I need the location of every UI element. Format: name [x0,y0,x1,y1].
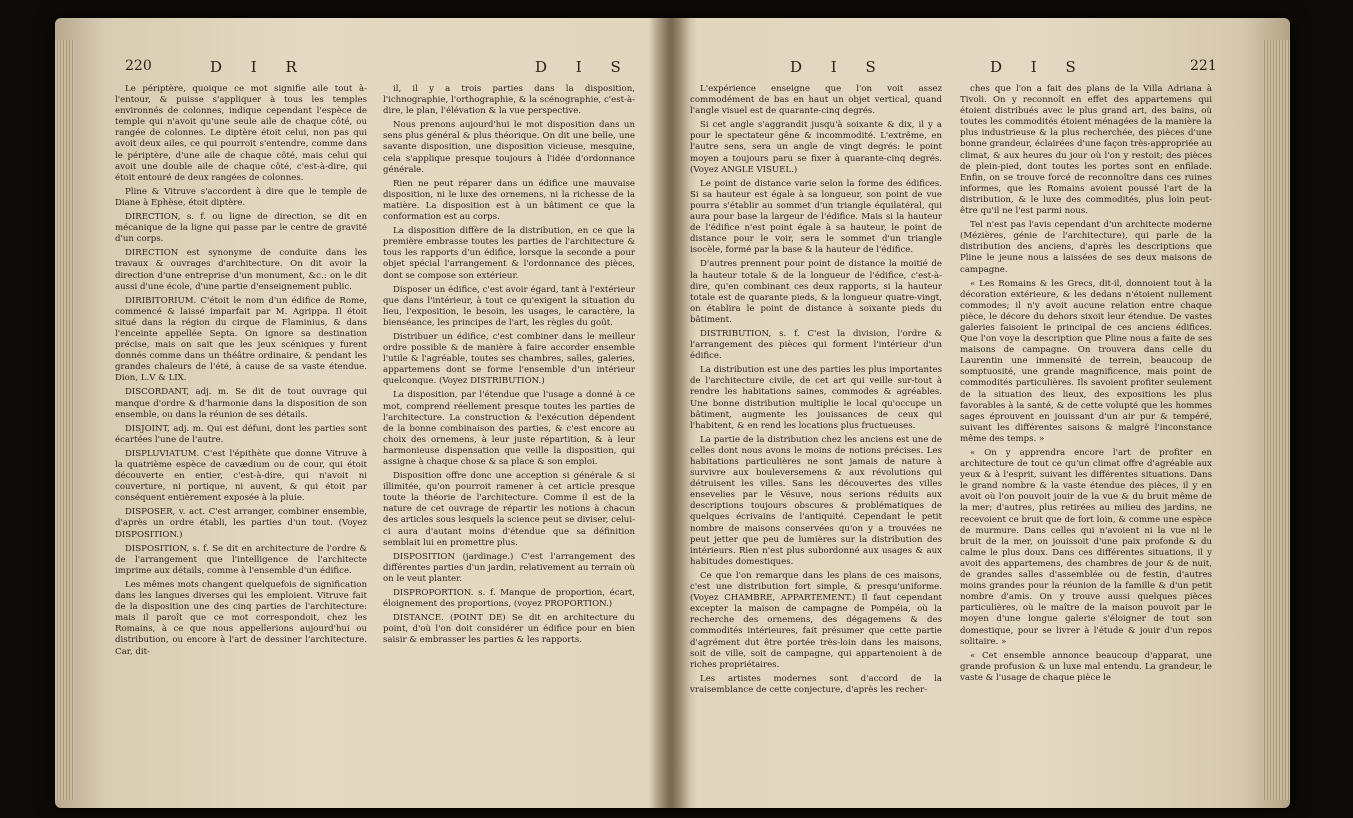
paragraph: La partie de la distribution chez les anciens est une de celles dont nous avons le moins de notions précises. Les habitations particulières ne sont jamais de nature à survivre aux bouleversemens & aux révolutions qui détruisent les villes. Sans les découvertes des villes ensevelies par le Vésuve, nous serions réduits aux descriptions toujours obscures & problématiques de quelques écrivains de l'antiquité. Cependant le petit nombre de maisons conservées qu'on y a trouvées ne peut jetter que peu de lumières sur la distribution des intérieurs. Rien n'est plus subordonné aux usages & aux habitudes domestiques. [690,434,942,567]
paragraph: Le point de distance varie selon la forme des édifices. Si sa hauteur est égale à sa longueur, son point de vue pourra s'établir au sommet d'un triangle équilatéral, qui aura pour base la largeur de l'édifice. Mais si la hauteur de l'édifice n'est point égale à sa hauteur, le point de distance pour le voir, sera le sommet d'un triangle isocèle, formé par la base & la hauteur de l'édifice. [690,178,942,256]
paragraph: DISTRIBUTION, s. f. C'est la division, l'ordre & l'arrangement des pièces qui forment l'intérieur d'un édifice. [690,328,942,362]
running-head-word: D I R [210,58,309,76]
paragraph: Si cet angle s'aggrandit jusqu'à soixante & dix, il y a pour le spectateur gêne & incommodité. L'extrême, en l'autre sens, sera un angle de vingt degrés: le point moyen a toujours paru se fixer à quarante-cinq degrés. (Voyez ANGLE VISUEL.) [690,120,942,175]
paragraph: DISPOSER, v. act. C'est arranger, combiner ensemble, d'après un ordre établi, les parties d'un tout. (Voyez DISPOSITION.) [115,507,367,540]
paragraph: Nous prenons aujourd'hui le mot disposition dans un sens plus général & plus théorique. On dit une belle, une savante disposition, une disposition vicieuse, mesquine, cela s'applique presque toujours à l'idée d'ordonnance générale. [383,120,635,175]
paragraph: L'expérience enseigne que l'on voit assez commodément de bas en haut un objet vertical, quand l'angle visuel est de quarante-cinq degrés. [690,84,942,117]
running-head-word: D I S [790,58,888,76]
paragraph: Disposition offre donc une acception si générale & si illimitée, qu'on pourroit ramener à cet article presque toute la théorie de l'architecture. Comme il est de la nature de cet ouvrage de répartir les notions à chacun des articles sous lesquels la science peut se diviser, celui-ci aura d'autant moins d'étendue que sa définition semblait lui en promettre plus. [383,471,635,548]
text-column [960,84,1212,804]
paragraph: DISTANCE. (POINT DE) Se dit en architecture du point, d'où l'on doit considérer un édifice pour en bien saisir & embrasser les parties & les rapports. [383,613,635,646]
paragraph: DISJOINT, adj. m. Qui est défuni, dont les parties sont écartées l'une de l'autre. [115,423,367,445]
paragraph: Ce que l'on remarque dans les plans de ces maisons, c'est une distribution fort simple, & presqu'uniforme. (Voyez CHAMBRE, APPARTEMENT.) Il faut cependant excepter la maison de campagne de Pompéia, où la recherche des ornemens, des dégagemens & des commodités intérieures, fait présumer que cette partie d'agrément dut être portée très-loin dans les maisons, soit de ville, soit de campagne, qui appartenoient à de riches propriétaires. [690,570,942,670]
paragraph: DIRECTION est synonyme de conduite dans les travaux & ouvrages d'architecture. On dit avoir la direction d'une entreprise d'un monument, &c.: on le dit aussi d'une école, d'une partie d'enseignement public. [115,248,367,292]
page-number: 221 [1190,58,1217,74]
page-edges-left [55,40,75,800]
paragraph: Les artistes modernes sont d'accord de la vraisemblance de cette conjecture, d'après les recher- [690,673,942,695]
book-gutter [650,18,690,808]
page-edges-right [1262,40,1290,800]
running-head-word: D I S [535,58,633,76]
text-column [383,84,635,804]
paragraph: Disposer un édifice, c'est avoir égard, tant à l'extérieur que dans l'intérieur, à tout ce qu'exigent la situation du lieu, l'exposition, le besoin, les usages, le caractère, la bienséance, les principes de l'art, les règles du goût. [383,284,635,328]
paragraph: La distribution est une des parties les plus importantes de l'architecture civile, de cet art qui veille sur-tout à rendre les habitations saines, commodes & agréables. Une bonne distribution multiplie le local qu'occupe un bâtiment, augmente les jouissances de ceux qui l'habitent, & en rend les locations plus fructueuses. [690,365,942,431]
paragraph: Distribuer un édifice, c'est combiner dans le meilleur ordre possible & de manière à faire accorder ensemble l'utile & l'agréable, toutes ses chambres, salles, galeries, appartemens dont se forme l'ensemble d'un intérieur quelconque. (Voyez DISTRIBUTION.) [383,331,635,387]
text-column [115,84,367,804]
paragraph: La disposition, par l'étendue que l'usage a donné à ce mot, comprend réellement presque toutes les parties de l'architecture. La construction & l'exécution dépendent de la bonne combinaison des parties, & c'est encore au choix des ornemens, à leur juste répartition, & à leur harmonieuse dispensation que veille la disposition, qui assigne à chaque chose & sa place & son emploi. [383,390,635,467]
paragraph: « On y apprendra encore l'art de profiter en architecture de tout ce qu'un climat offre d'agréable aux yeux & à l'esprit, suivant les différentes situations. Dans le grand nombre & la vaste étendue des pièces, il y en avoit où l'on pouvoit jouir de la vue & du bruit même de la mer; d'autres, plus retirées au milieu des jardins, ne recevoient ce bruit que de fort loin, & comme une espèce de murmure. Dans celles qui n'avoient ni la vue ni le bruit de la mer, on jouissoit d'une paix profonde & du calme le plus doux. Dans ces différentes situations, il y avoit des appartemens, des chambres de jour & de nuit, de grandes salles d'assemblée ou de festin, d'autres moins grandes pour la réunion de la famille & d'un petit nombre d'amis. On y trouve aussi quelques pièces particulières, où le maître de la maison pouvoit par le moyen d'une longue galerie s'éloigner de tout son domestique, pour se livrer à l'étude & jouir d'un repos solitaire. » [960,448,1212,647]
paragraph: DISPLUVIATUM. C'est l'épithète que donne Vitruve à la quatrième espèce de cavædium ou de cour, qui étoit découverte en entier, c'est-à-dire, qui n'avoit ni couverture, ni portique, ni auvent, & qui étoit par conséquent entièrement exposée à la pluie. [115,448,367,504]
paragraph: Le périptère, quoique ce mot signifie aile tout à-l'entour, & puisse s'appliquer à tous les temples environnés de colonnes, indique cependant l'espèce de temple qui n'avoit qu'une seule aile de chaque côté, ou rangée de colonnes. Le diptère étoit celui, non pas qui avoit deux ailes, ce qui pourroit s'entendre, comme dans le périptère, d'une aile de chaque côté, mais celui qui avoit une double aile de chaque côté, c'est-à-dire, qui étoit entouré de deux rangées de colonnes. [115,84,367,183]
paragraph: DISCORDANT, adj. m. Se dit de tout ouvrage qui manque d'ordre & d'harmonie dans la disposition de son ensemble, ou dans la réunion de ses détails. [115,387,367,420]
running-head-word: D I S [990,58,1088,76]
paragraph: Tel n'est pas l'avis cependant d'un architecte moderne (Mézières, génie de l'architecture), qui parle de la distribution des anciens, d'après les descriptions que Pline le jeune nous a laissées de ses deux maisons de campagne. [960,220,1212,275]
running-head [115,58,655,80]
paragraph: DISPROPORTION. s. f. Manque de proportion, écart, éloignement des proportions, (voyez PROPORTION.) [383,588,635,610]
running-head [690,58,1230,80]
paragraph: DISPOSITION (jardinage.) C'est l'arrangement des différentes parties d'un jardin, relativement au terrain où on le veut planter. [383,551,635,584]
paragraph: La disposition diffère de la distribution, en ce que la première embrasse toutes les parties de l'architecture & tous les rapports d'un édifice, lorsque la seconde a pour objet spécial l'arrangement & l'ordonnance des pièces, dont se compose son extérieur. [383,226,635,281]
page-number: 220 [125,58,152,74]
paragraph: « Cet ensemble annonce beaucoup d'apparat, une grande profusion & un luxe mal entendu. La grandeur, le vaste & l'usage de chaque pièce le [960,650,1212,683]
paragraph: DIRIBITORIUM. C'étoit le nom d'un édifice de Rome, commencé & laissé imparfait par M. Agrippa. Il étoit situé dans la région du cirque de Flaminius, & dans l'enceinte appellée Septa. On ignore sa destination précise, mais on sait que les jeux scéniques y furent donnés comme dans un théâtre ordinaire, & pendant les grandes chaleurs de l'été, à cause de sa vaste étendue. Dion, L.V & LIX. [115,295,367,384]
paragraph: Les mêmes mots changent quelquefois de signification dans les langues diverses qui les emploient. Vitruve fait de la disposition une des cinq parties de l'architecture: mais il paroît que ce mot correspondoit, chez les Romains, à ce que nous appellerions aujourd'hui ou distribution, ou encore à l'art de dessiner l'architecture. Car, dit- [115,579,367,657]
paragraph: « Les Romains & les Grecs, dit-il, donnoient tout à la décoration extérieure, & les dedans n'étoient nullement commodes; il n'y avoit aucune relation entre chaque pièce, le décore du dehors sixoit leur étendue. De vastes galeries faisoient le principal de ces anciens édifices. Que l'on voye la description que Pline nous a faite de ses maisons de campagne. On trouvera dans celle du Laurentin une immensité de terrein, beaucoup de somptuosité, une grande magnificence, mais point de commodités particulières. Ils savoient profiter seulement de la situation des lieux, des expositions les plus favorables à la santé, & de cette volupté que les hommes sages éprouvent en jouissant d'un air pur & tempéré, suivant les différentes saisons & malgré l'inconstance même des temps. » [960,278,1212,444]
paragraph: Rien ne peut réparer dans un édifice une mauvaise disposition, ni le luxe des ornemens, ni la richesse de la matière. La disposition est à un bâtiment ce que la conformation est au corps. [383,178,635,223]
paragraph: D'autres prennent pour point de distance la moitié de la hauteur totale & de la longueur de l'édifice, c'est-à-dire, qu'en combinant ces deux rapports, si la hauteur totale est de quarante pieds, & la longueur quatre-vingt, on établira le point de distance à soixante pieds du bâtiment. [690,259,942,325]
paragraph: DIRECTION, s. f. ou ligne de direction, se dit en mécanique de la ligne qui passe par le centre de gravité d'un corps. [115,212,367,245]
paragraph: il, il y a trois parties dans la disposition, l'ichnographie, l'orthographie, & la scénographie, c'est-à-dire, le plan, l'élévation & la vue perspective. [383,84,635,117]
paragraph: DISPOSITION, s. f. Se dit en architecture de l'ordre & de l'arrangement que l'intelligence de l'architecte imprime aux détails, comme à l'ensemble d'un édifice. [115,543,367,576]
paragraph: Pline & Vitruve s'accordent à dire que le temple de Diane à Ephèse, étoit diptère. [115,186,367,208]
text-column [690,84,942,804]
paragraph: ches que l'on a fait des plans de la Villa Adriana à Tivoli. On y reconnoît en effet des appartemens qui étoient distribués avec le plus grand art, des bains, où toutes les commodités étoient ménagées de la manière la plus industrieuse & la plus recherchée, des pièces d'une bonne grandeur, éclairées d'une façon très-appropriée au climat, & aux heures du jour où l'on y restoit; des pièces de plein-pied, dont toutes les portes sont en enfilade. Enfin, on se trouve forcé de reconnoître dans ces ruines informes, que les Romains avoient poussé l'art de la distribution, & le luxe des commodités, plus loin peut-être qu'il ne l'est parmi nous. [960,84,1212,217]
